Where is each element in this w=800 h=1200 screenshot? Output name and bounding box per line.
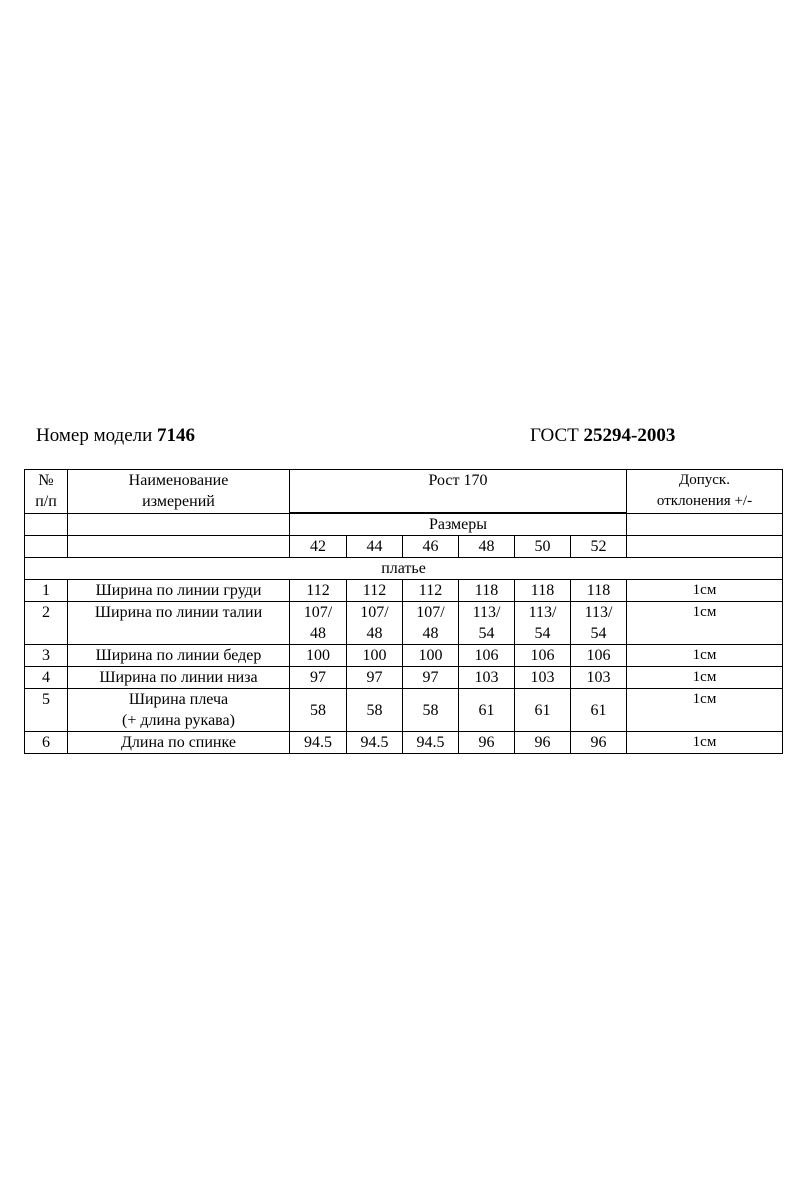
tolerance-header: Допуск. отклонения +/- — [627, 470, 783, 514]
row-number: 1 — [25, 580, 68, 602]
empty-cell — [68, 514, 290, 536]
size-cell: 50 — [515, 536, 571, 558]
col-name-header: Наименование измерений — [68, 470, 290, 514]
row-number: 6 — [25, 732, 68, 754]
model-label: Номер модели — [36, 425, 153, 446]
measurement-name: Длина по спинке — [68, 732, 290, 754]
empty-cell — [25, 536, 68, 558]
value-cell: 113/ 54 — [515, 602, 571, 645]
value-cell: 61 — [459, 689, 515, 732]
standard-heading — [530, 425, 675, 447]
row-number: 3 — [25, 645, 68, 667]
size-cell: 42 — [290, 536, 347, 558]
value-cell: 100 — [403, 645, 459, 667]
height-header: Рост 170 — [290, 470, 627, 513]
value-cell: 58 — [290, 689, 347, 732]
value-cell: 96 — [515, 732, 571, 754]
table-row — [25, 580, 783, 602]
tolerance-cell: 1см — [627, 580, 783, 602]
value-cell: 100 — [347, 645, 403, 667]
empty-cell — [68, 536, 290, 558]
value-cell: 103 — [459, 667, 515, 689]
value-cell: 118 — [459, 580, 515, 602]
measurement-name: Ширина плеча (+ длина рукава) — [68, 689, 290, 732]
measurement-name: Ширина по линии груди — [68, 580, 290, 602]
measurements-table — [24, 469, 783, 754]
empty-cell — [25, 514, 68, 536]
table-row — [25, 732, 783, 754]
model-number: 7146 — [157, 425, 196, 446]
sizes-label: Размеры — [290, 514, 627, 536]
value-cell: 112 — [347, 580, 403, 602]
value-cell: 112 — [403, 580, 459, 602]
empty-cell — [627, 514, 783, 536]
sizes-label-row — [25, 514, 783, 536]
value-cell: 118 — [515, 580, 571, 602]
value-cell: 97 — [347, 667, 403, 689]
value-cell: 112 — [290, 580, 347, 602]
table-header-row — [25, 470, 783, 513]
value-cell: 106 — [459, 645, 515, 667]
tolerance-cell: 1см — [627, 645, 783, 667]
tolerance-cell: 1см — [627, 732, 783, 754]
sizes-row — [25, 536, 783, 558]
measurement-name: Ширина по линии бедер — [68, 645, 290, 667]
model-number-heading — [36, 425, 195, 447]
value-cell: 58 — [403, 689, 459, 732]
value-cell: 113/ 54 — [571, 602, 627, 645]
value-cell: 107/ 48 — [403, 602, 459, 645]
value-cell: 94.5 — [403, 732, 459, 754]
value-cell: 100 — [290, 645, 347, 667]
value-cell: 106 — [571, 645, 627, 667]
value-cell: 97 — [290, 667, 347, 689]
table-row — [25, 667, 783, 689]
tolerance-cell: 1см — [627, 602, 783, 645]
empty-cell — [627, 536, 783, 558]
row-number: 2 — [25, 602, 68, 645]
value-cell: 61 — [571, 689, 627, 732]
tolerance-cell: 1см — [627, 667, 783, 689]
size-cell: 48 — [459, 536, 515, 558]
size-cell: 44 — [347, 536, 403, 558]
value-cell: 94.5 — [347, 732, 403, 754]
value-cell: 103 — [515, 667, 571, 689]
measurement-name: Ширина по линии низа — [68, 667, 290, 689]
value-cell: 58 — [347, 689, 403, 732]
table-row — [25, 689, 783, 732]
value-cell: 94.5 — [290, 732, 347, 754]
value-cell: 61 — [515, 689, 571, 732]
row-number: 4 — [25, 667, 68, 689]
value-cell: 106 — [515, 645, 571, 667]
section-label: платье — [25, 558, 783, 580]
size-cell: 52 — [571, 536, 627, 558]
col-no-header: № п/п — [25, 470, 68, 514]
measurement-name: Ширина по линии талии — [68, 602, 290, 645]
value-cell: 118 — [571, 580, 627, 602]
value-cell: 96 — [459, 732, 515, 754]
section-row — [25, 558, 783, 580]
standard-number: 25294-2003 — [583, 425, 676, 446]
size-cell: 46 — [403, 536, 459, 558]
row-number: 5 — [25, 689, 68, 732]
standard-label: ГОСТ — [530, 425, 579, 446]
value-cell: 97 — [403, 667, 459, 689]
table-row — [25, 602, 783, 645]
table-row — [25, 645, 783, 667]
value-cell: 103 — [571, 667, 627, 689]
tolerance-cell: 1см — [627, 689, 783, 732]
value-cell: 113/ 54 — [459, 602, 515, 645]
value-cell: 107/ 48 — [290, 602, 347, 645]
value-cell: 107/ 48 — [347, 602, 403, 645]
value-cell: 96 — [571, 732, 627, 754]
